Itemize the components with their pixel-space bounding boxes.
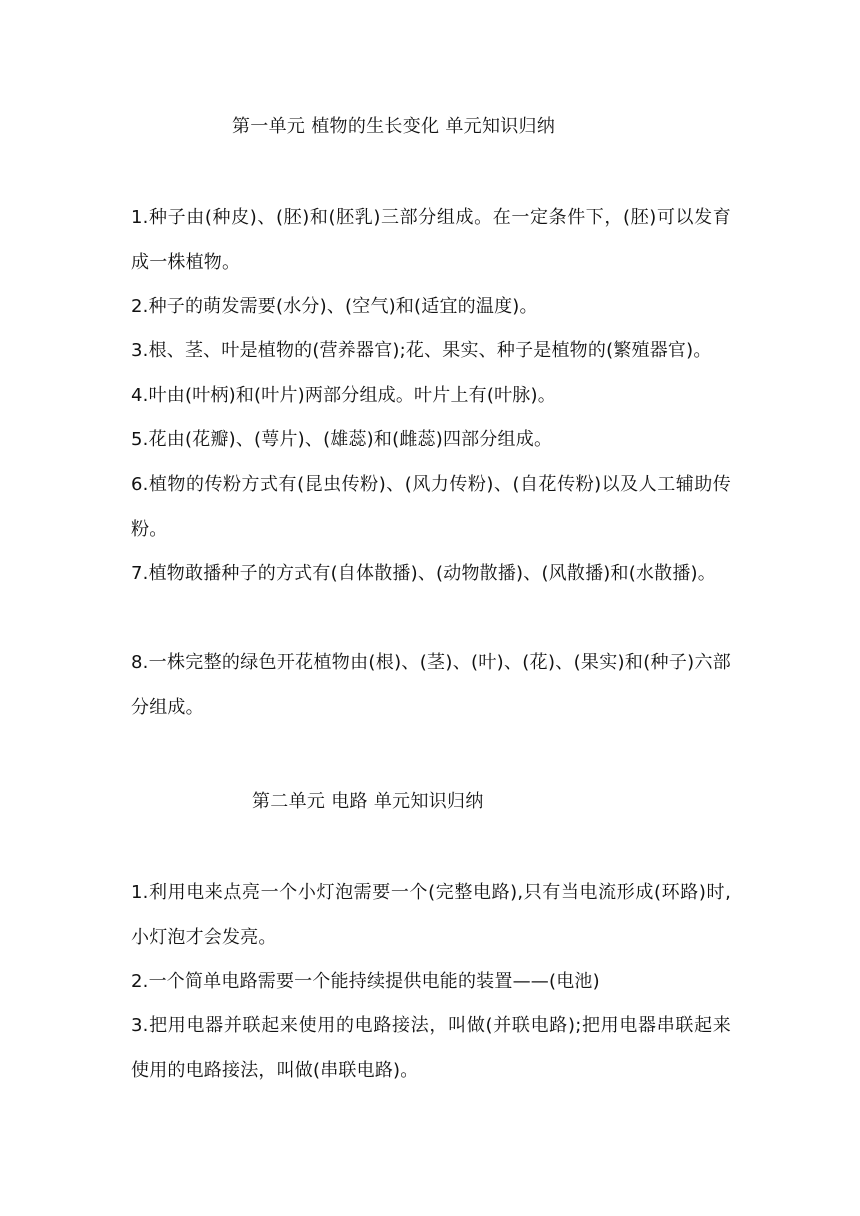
knowledge-item: 2.种子的萌发需要(水分)、(空气)和(适宜的温度)。 [131, 296, 538, 317]
knowledge-item: 1.种子由(种皮)、(胚)和(胚乳)三部分组成。在一定条件下，(胚)可以发育成一株植物。 [131, 207, 731, 273]
knowledge-item: 7.植物敢播种子的方式有(自体散播)、(动物散播)、(风散播)和(水散播)。 [131, 563, 716, 584]
knowledge-item: 1.利用电来点亮一个小灯泡需要一个(完整电路),只有当电流形成(环路)时,小灯泡才会发亮。 [131, 882, 731, 948]
section-title-unit-1: 第一单元 植物的生长变化 单元知识归纳 [232, 116, 556, 137]
knowledge-item: 3.把用电器并联起来使用的电路接法，叫做(并联电路);把用电器串联起来使用的电路接法，叫做(串联电路)。 [131, 1015, 731, 1081]
knowledge-item: 4.叶由(叶柄)和(叶片)两部分组成。叶片上有(叶脉)。 [131, 385, 556, 406]
knowledge-item: 6.植物的传粉方式有(昆虫传粉)、(风力传粉)、(自花传粉)以及人工辅助传粉。 [131, 474, 731, 540]
section-title-unit-2: 第二单元 电路 单元知识归纳 [252, 791, 484, 812]
knowledge-item: 5.花由(花瓣)、(萼片)、(雄蕊)和(雌蕊)四部分组成。 [131, 429, 553, 450]
knowledge-item: 3.根、茎、叶是植物的(营养器官);花、果实、种子是植物的(繁殖器官)。 [131, 340, 712, 361]
knowledge-item: 8.一株完整的绿色开花植物由(根)、(茎)、(叶)、(花)、(果实)和(种子)六部分组成。 [131, 652, 731, 718]
knowledge-item: 2.一个简单电路需要一个能持续提供电能的装置——(电池) [131, 971, 600, 992]
